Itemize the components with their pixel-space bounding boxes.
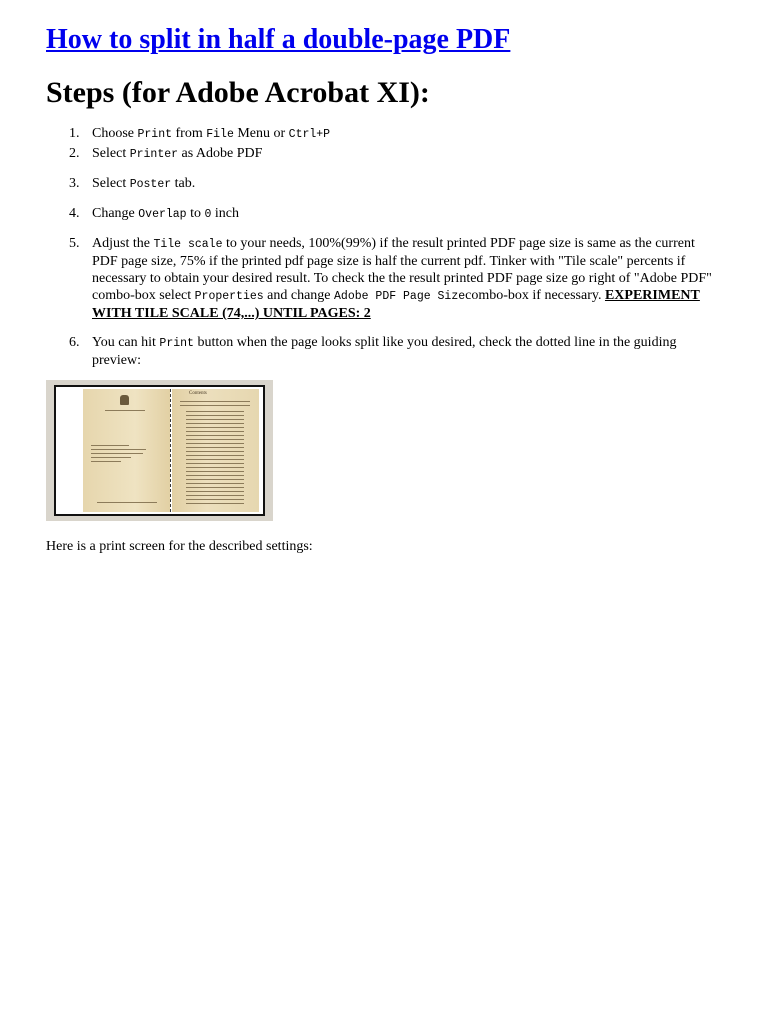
text-line xyxy=(186,423,244,424)
text-line xyxy=(186,443,244,444)
list-item-step-4 xyxy=(46,205,718,223)
step-text: tab. xyxy=(171,176,196,191)
code-tile-scale: Tile scale xyxy=(153,238,223,251)
step-text: as Adobe PDF xyxy=(178,146,263,161)
preview-frame xyxy=(54,385,265,516)
code-file: File xyxy=(206,128,234,141)
text-line xyxy=(186,439,244,440)
step-text: Choose xyxy=(92,126,138,141)
text-line xyxy=(91,461,121,462)
code-page-size: Adobe PDF Page Size xyxy=(334,290,466,303)
text-line xyxy=(186,463,244,464)
code-print: Print xyxy=(137,128,173,141)
text-line xyxy=(186,479,244,480)
text-line xyxy=(180,401,250,402)
step-number: 6. xyxy=(69,335,80,350)
step-text: to your needs, 100%(99%) if the result printed PDF page size is same as the current PDF page size, 75% if the printed pdf page size is half the current pdf. Tinker with "Tile scale" percents if necessary to obtain your desired result. To check the the result printed PDF page size go right of "Adobe PDF" combo-box select xyxy=(92,236,712,303)
text-line xyxy=(186,411,244,412)
text-line xyxy=(91,457,131,458)
experiment-note: EXPERIMENT WITH TILE SCALE (74,...) UNTIL PAGES: 2 xyxy=(92,288,700,321)
text-line xyxy=(186,467,244,468)
text-line xyxy=(186,431,244,432)
code-overlap: Overlap xyxy=(138,208,187,221)
text-line xyxy=(91,453,143,454)
preview-image xyxy=(46,380,273,521)
code-poster: Poster xyxy=(129,178,172,191)
text-line xyxy=(186,503,244,504)
list-item-step-3 xyxy=(46,175,718,193)
text-line xyxy=(186,483,244,484)
text-line xyxy=(186,451,244,452)
text-line xyxy=(186,419,244,420)
text-line xyxy=(186,499,244,500)
text-line xyxy=(186,495,244,496)
step-number: 3. xyxy=(69,176,80,191)
step-text: combo-box if necessary. xyxy=(465,288,605,303)
text-line xyxy=(186,475,244,476)
text-line xyxy=(186,471,244,472)
step-number: 1. xyxy=(69,126,80,141)
contents-label: Contents xyxy=(189,391,207,396)
list-item-step-2 xyxy=(46,145,718,163)
text-line xyxy=(186,427,244,428)
steps-list xyxy=(46,125,718,369)
text-line xyxy=(91,449,146,450)
step-text: You can hit xyxy=(92,335,160,350)
step-text: to xyxy=(186,206,205,221)
book-page-right xyxy=(172,389,259,512)
text-line xyxy=(186,487,244,488)
step-text: inch xyxy=(211,206,239,221)
list-item-step-6 xyxy=(46,334,718,369)
text-line xyxy=(105,410,145,411)
step-text: Change xyxy=(92,206,139,221)
code-ctrl-p: Ctrl+P xyxy=(288,128,331,141)
step-number: 2. xyxy=(69,146,80,161)
list-item-step-1 xyxy=(46,125,718,143)
steps-heading: Steps (for Adobe Acrobat XI): xyxy=(46,76,430,109)
step-text: Adjust the xyxy=(92,236,154,251)
step-text: from xyxy=(172,126,207,141)
step-number: 4. xyxy=(69,206,80,221)
text-line xyxy=(186,455,244,456)
text-line xyxy=(180,405,250,406)
text-line xyxy=(186,415,244,416)
text-line xyxy=(186,491,244,492)
code-properties: Properties xyxy=(194,290,264,303)
text-line xyxy=(186,447,244,448)
preview-paper xyxy=(56,387,263,514)
split-dotted-line xyxy=(170,389,171,512)
text-line xyxy=(91,445,129,446)
step-text: Menu or xyxy=(233,126,289,141)
page-title-link[interactable]: How to split in half a double-page PDF xyxy=(46,24,511,55)
book-emblem-icon xyxy=(120,395,129,405)
code-printer: Printer xyxy=(129,148,179,161)
book-page-left xyxy=(83,389,170,512)
code-print: Print xyxy=(159,337,194,350)
step-text: button when the page looks split like you desired, check the dotted line in the guiding preview: xyxy=(92,335,677,368)
step-text: Select xyxy=(92,176,130,191)
text-line xyxy=(186,435,244,436)
list-item-step-5 xyxy=(46,235,718,322)
step-text: Select xyxy=(92,146,130,161)
text-line xyxy=(97,502,157,503)
step-number: 5. xyxy=(69,236,80,251)
text-line xyxy=(186,459,244,460)
step-text: and change xyxy=(263,288,335,303)
screenshot-caption: Here is a print screen for the described settings: xyxy=(46,539,313,554)
code-zero: 0 xyxy=(204,208,212,221)
